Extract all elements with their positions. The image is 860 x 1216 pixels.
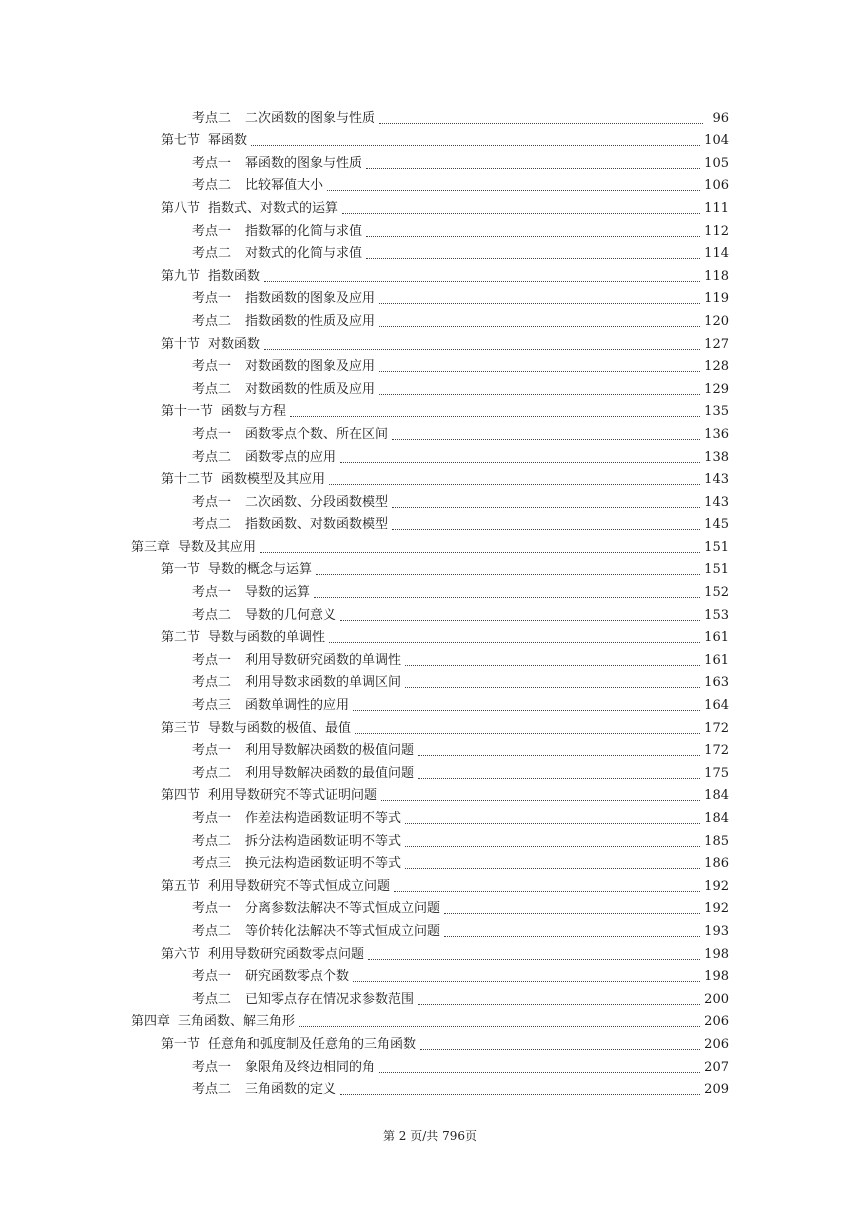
toc-entry-section[interactable] [0,330,860,353]
toc-entry-title: 幂函数 [208,133,248,149]
toc-entry-label: 考点一 [192,223,232,239]
toc-entry-text [161,133,247,149]
toc-entry-label: 考点一 [192,359,232,375]
dot-leader [405,823,700,824]
toc-entry-label: 考点一 [192,811,232,826]
toc-entry-title: 指数函数的图象及应用 [245,291,376,307]
toc-entry-text [161,404,286,420]
toc-entry-point[interactable] [0,895,860,918]
toc-entry-title: 函数与方程 [221,404,287,420]
dot-leader [314,597,700,598]
toc-entry-label: 考点二 [192,178,232,194]
dot-leader [392,529,700,530]
toc-entry-text [192,450,336,466]
toc-entry-label: 第五节 [161,878,201,894]
toc-entry-section[interactable] [0,872,860,895]
toc-page-number: 151 [704,539,729,555]
toc-page-number: 120 [704,313,729,329]
toc-entry-point[interactable] [0,759,860,782]
toc-entry-point[interactable] [0,1053,860,1076]
toc-entry-title: 指数函数的性质及应用 [245,313,376,329]
toc-entry-text [192,246,362,262]
toc-entry-title: 二次函数的图象与性质 [245,110,376,126]
toc-entry-point[interactable] [0,827,860,850]
toc-entry-text [161,472,325,488]
toc-entry-label: 第十一节 [161,404,214,420]
toc-entry-label: 考点二 [192,449,232,465]
toc-entry-section[interactable] [0,714,860,737]
toc-entry-title: 拆分法构造函数证明不等式 [245,833,402,849]
toc-entry-label: 考点二 [192,765,232,781]
dot-leader [353,710,700,711]
toc-page-number: 111 [704,200,729,216]
toc-entry-section[interactable] [0,1030,860,1053]
toc-entry-title: 对数函数 [208,336,261,352]
toc-entry-point[interactable] [0,963,860,986]
toc-page-number: 118 [704,268,729,284]
dot-leader [340,620,700,621]
toc-page-number: 106 [704,178,729,194]
toc-entry-title: 导数与函数的单调性 [208,630,326,646]
toc-entry-label: 第十节 [161,336,201,352]
toc-entry-text [192,427,388,443]
toc-page-number: 128 [704,359,729,375]
toc-entry-title: 幂函数的图象与性质 [245,155,363,171]
toc-page-number: 151 [704,562,729,578]
dot-leader [444,913,700,914]
toc-entry-text [192,608,336,624]
dot-leader [379,123,703,124]
toc-entry-point[interactable] [0,420,860,443]
toc-page-number: 172 [704,743,729,759]
dot-leader [340,1094,700,1095]
toc-entry-text [192,517,388,533]
dot-leader [392,507,700,508]
toc-entry-text [192,924,440,940]
toc-entry-label: 第一节 [161,562,201,578]
toc-page-number: 138 [704,449,729,465]
toc-page-number: 164 [704,698,729,714]
toc-entry-text [192,382,375,398]
toc-entry-label: 第七节 [161,133,201,149]
toc-page-number: 163 [704,675,729,691]
toc-entry-section[interactable] [0,624,860,647]
toc-entry-label: 考点三 [192,856,232,872]
toc-page-number: 198 [704,969,729,985]
toc-entry-text [192,675,401,691]
toc-entry-label: 考点二 [192,675,232,691]
toc-entry-title: 利用导数研究函数的单调性 [245,652,402,668]
toc-page-number: 207 [704,1059,729,1075]
toc-entry-text [192,992,414,1008]
toc-page-number: 104 [704,133,729,149]
toc-page-number: 145 [704,517,729,533]
toc-entry-text [192,856,401,872]
toc-entry-point[interactable] [0,646,860,669]
toc-entry-label: 考点一 [192,743,232,759]
toc-entry-point[interactable] [0,172,860,195]
toc-entry-section[interactable] [0,782,860,805]
toc-page-number: 153 [704,607,729,623]
toc-entry-label: 考点二 [192,381,232,397]
toc-entry-title: 研究函数零点个数 [245,969,350,985]
toc-entry-point[interactable] [0,804,860,827]
toc-entry-title: 三角函数、解三角形 [178,1014,296,1030]
toc-entry-label: 考点二 [192,246,232,262]
toc-entry-text [161,721,351,737]
toc-entry-point[interactable] [0,240,860,263]
toc-entry-title: 已知零点存在情况求参数范围 [245,991,415,1007]
toc-entry-text [161,630,325,646]
toc-entry-title: 象限角及终边相同的角 [245,1059,376,1075]
toc-entry-title: 指数式、对数式的运算 [208,200,339,216]
toc-entry-label: 第三节 [161,720,201,736]
toc-entry-point[interactable] [0,737,860,760]
toc-page-number: 96 [712,110,729,126]
toc-entry-section[interactable] [0,940,860,963]
toc-entry-title: 利用导数求函数的单调区间 [245,675,402,691]
dot-leader [299,1026,700,1027]
toc-page-number: 198 [704,946,729,962]
toc-entry-title: 函数零点的应用 [245,449,337,465]
toc-entry-text [192,314,375,330]
toc-entry-point[interactable] [0,307,860,330]
toc-page-number: 119 [704,291,729,307]
toc-entry-text [161,337,260,353]
toc-entry-title: 指数幂的化简与求值 [245,223,363,239]
toc-entry-label: 考点一 [192,291,232,307]
dot-leader [405,687,700,688]
toc-entry-title: 导数及其应用 [178,539,257,555]
toc-entry-label: 考点二 [192,110,232,126]
toc-entry-title: 三角函数的定义 [245,1082,337,1098]
toc-entry-title: 二次函数、分段函数模型 [245,494,389,510]
toc-entry-text [192,111,375,127]
toc-page-number: 143 [704,472,729,488]
toc-entry-title: 对数函数的图象及应用 [245,359,376,375]
dot-leader [420,1049,700,1050]
toc-entry-label: 考点二 [192,923,232,939]
dot-leader [366,236,700,237]
toc-page-number: 184 [704,788,729,804]
toc-page-number: 192 [704,878,729,894]
toc-page-number: 143 [704,494,729,510]
dot-leader [418,1004,700,1005]
toc-entry-section[interactable] [0,194,860,217]
toc-entry-text [192,698,349,714]
dot-leader [251,145,700,146]
toc-page-number: 185 [704,833,729,849]
toc-entry-label: 第八节 [161,200,201,216]
dot-leader [405,665,700,666]
toc-page-number: 206 [704,1014,729,1030]
dot-leader [366,258,700,259]
toc-entry-label: 考点二 [192,833,232,849]
toc-entry-text [192,1082,336,1098]
toc-entry-text [192,178,323,194]
toc-entry-text [131,1014,295,1030]
toc-entry-label: 考点一 [192,494,232,510]
toc-entry-text [192,743,414,759]
toc-entry-label: 考点一 [192,652,232,668]
toc-entry-text [192,834,401,850]
toc-page-number: 161 [704,652,729,668]
toc-page-number: 129 [704,381,729,397]
dot-leader [355,733,700,734]
toc-entry-chapter[interactable] [0,533,860,556]
toc-page-number: 114 [704,246,729,262]
toc-entry-section[interactable] [0,466,860,489]
toc-page-number: 161 [704,630,729,646]
toc-entry-title: 指数函数 [208,268,261,284]
toc-entry-point[interactable] [0,217,860,240]
toc-page-number: 135 [704,404,729,420]
toc-entry-text [192,901,440,917]
toc-page-number: 186 [704,856,729,872]
toc-entry-point[interactable] [0,149,860,172]
toc-entry-label: 考点一 [192,585,232,601]
toc-entry-label: 第四章 [131,1014,171,1030]
toc-page-number: 112 [704,223,729,239]
toc-entry-point[interactable] [0,353,860,376]
toc-entry-text [192,359,375,375]
toc-entry-section[interactable] [0,127,860,150]
dot-leader [327,190,700,191]
dot-leader [379,371,700,372]
dot-leader [405,846,700,847]
toc-entry-title: 等价转化法解决不等式恒成立问题 [245,923,441,939]
toc-entry-point[interactable] [0,285,860,308]
dot-leader [353,981,700,982]
dot-leader [405,868,700,869]
toc-entry-text [192,1060,375,1076]
dot-leader [340,462,700,463]
dot-leader [260,552,700,553]
toc-entry-title: 对数式的化简与求值 [245,246,363,262]
toc-entry-point[interactable] [0,917,860,940]
toc-entry-label: 第十二节 [161,472,214,488]
toc-entry-text [192,811,401,827]
toc-entry-section[interactable] [0,556,860,579]
toc-entry-title: 利用导数研究不等式恒成立问题 [208,878,391,894]
dot-leader [379,326,700,327]
toc-page-number: 193 [704,923,729,939]
toc-entry-chapter[interactable] [0,1008,860,1031]
toc-entry-point[interactable] [0,850,860,873]
toc-entry-label: 考点一 [192,1059,232,1075]
toc-entry-label: 第四节 [161,788,201,804]
toc-entry-label: 考点二 [192,517,232,533]
toc-page-number: 192 [704,901,729,917]
dot-leader [366,168,700,169]
dot-leader [444,936,700,937]
toc-entry-label: 考点二 [192,607,232,623]
dot-leader [329,484,700,485]
toc-entry-title: 比较幂值大小 [245,178,324,194]
toc-page-number: 105 [704,155,729,171]
toc-page-number: 209 [704,1082,729,1098]
toc-entry-title: 导数的几何意义 [245,607,337,623]
toc-entry-label: 第一节 [161,1036,201,1052]
toc-entry-text [161,1037,416,1053]
toc-entry-label: 第二节 [161,630,201,646]
toc-entry-label: 第三章 [131,539,171,555]
toc-entry-title: 导数的运算 [245,585,311,601]
toc-entry-label: 考点一 [192,901,232,917]
toc-entry-point[interactable] [0,985,860,1008]
toc-page-number: 152 [704,585,729,601]
toc-entry-label: 考点二 [192,313,232,329]
toc-entry-point[interactable] [0,601,860,624]
toc-entry-text [192,224,362,240]
dot-leader [264,281,700,282]
toc-entry-text [161,562,312,578]
toc-page-number: 206 [704,1036,729,1052]
toc-entry-title: 导数的概念与运算 [208,562,313,578]
toc-entry-title: 利用导数解决函数的最值问题 [245,765,415,781]
toc-entry-text [161,788,377,804]
toc-entry-point[interactable] [0,1076,860,1099]
toc-entry-title: 换元法构造函数证明不等式 [245,856,402,872]
toc-entry-title: 函数零点个数、所在区间 [245,426,389,442]
toc-entry-text [131,540,256,556]
toc-entry-label: 考点一 [192,155,232,171]
dot-leader [379,394,700,395]
toc-page-number: 175 [704,765,729,781]
toc-entry-title: 指数函数、对数函数模型 [245,517,389,533]
toc-page-number: 184 [704,811,729,826]
toc-entry-text [161,947,364,963]
page-footer [0,1127,860,1144]
toc-entry-text [192,495,388,511]
toc-entry-point[interactable] [0,511,860,534]
toc-page-number: 127 [704,336,729,352]
toc-entry-title: 作差法构造函数证明不等式 [245,811,402,826]
dot-leader [379,303,700,304]
dot-leader [264,349,700,350]
table-of-contents [0,104,860,1098]
toc-entry-label: 考点二 [192,991,232,1007]
toc-entry-title: 分离参数法解决不等式恒成立问题 [245,901,441,917]
toc-entry-label: 考点三 [192,698,232,714]
dot-leader [316,574,700,575]
toc-entry-text [192,156,362,172]
toc-entry-section[interactable] [0,262,860,285]
page-indicator: 第 2 页/共 796页 [382,1129,478,1143]
toc-page-number: 200 [704,991,729,1007]
toc-entry-title: 利用导数解决函数的极值问题 [245,743,415,759]
toc-entry-text [161,879,390,895]
toc-entry-point[interactable] [0,375,860,398]
dot-leader [394,891,700,892]
toc-entry-point[interactable] [0,104,860,127]
toc-page-number: 136 [704,426,729,442]
dot-leader [342,213,700,214]
toc-entry-text [192,969,349,985]
toc-entry-label: 考点二 [192,1082,232,1098]
toc-entry-point[interactable] [0,578,860,601]
toc-entry-text [161,201,338,217]
toc-entry-title: 利用导数研究不等式证明问题 [208,788,378,804]
dot-leader [418,778,700,779]
dot-leader [381,800,700,801]
toc-entry-section[interactable] [0,398,860,421]
toc-entry-title: 函数模型及其应用 [221,472,326,488]
dot-leader [418,755,700,756]
dot-leader [368,959,700,960]
toc-entry-point[interactable] [0,443,860,466]
dot-leader [290,416,700,417]
toc-page-number: 172 [704,720,729,736]
toc-entry-title: 函数单调性的应用 [245,698,350,714]
toc-entry-point[interactable] [0,669,860,692]
toc-entry-label: 第六节 [161,946,201,962]
toc-entry-text [192,653,401,669]
toc-entry-text [161,269,260,285]
toc-entry-title: 对数函数的性质及应用 [245,381,376,397]
toc-entry-point[interactable] [0,691,860,714]
toc-entry-title: 利用导数研究函数零点问题 [208,946,365,962]
toc-entry-label: 第九节 [161,268,201,284]
toc-entry-text [192,291,375,307]
toc-entry-text [192,766,414,782]
dot-leader [379,1072,700,1073]
dot-leader [392,439,700,440]
toc-entry-label: 考点一 [192,426,232,442]
dot-leader [329,642,700,643]
toc-entry-point[interactable] [0,488,860,511]
toc-entry-title: 导数与函数的极值、最值 [208,720,352,736]
toc-entry-label: 考点一 [192,969,232,985]
toc-entry-text [192,585,310,601]
toc-entry-title: 任意角和弧度制及任意角的三角函数 [208,1036,417,1052]
